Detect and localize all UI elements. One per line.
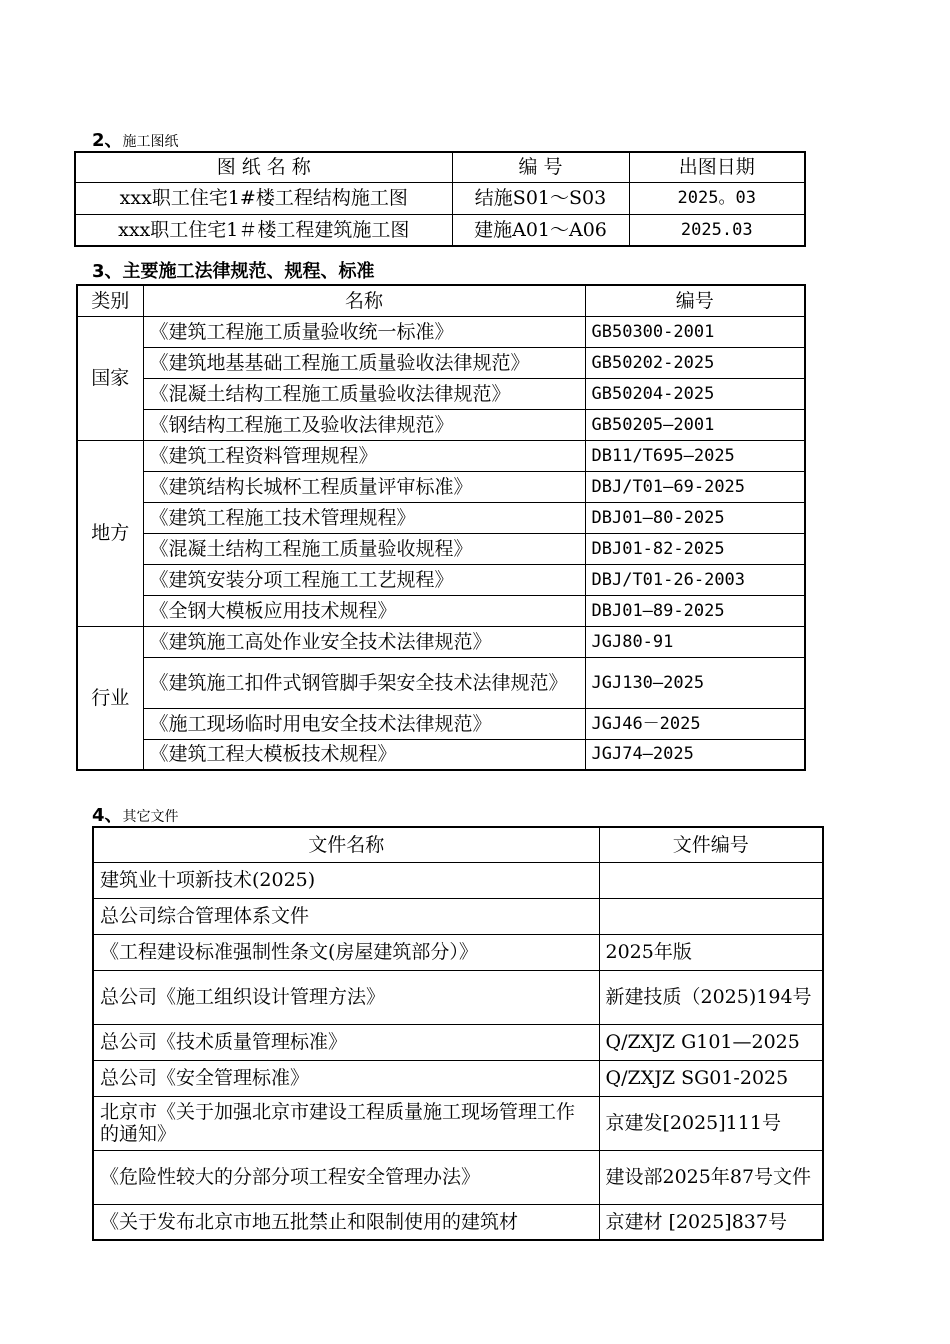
file-code-cell: 新建技质（2025)194号 [599,970,823,1024]
file-code-cell: Q/ZXJZ G101—2025 [599,1024,823,1060]
file-name-header: 文件名称 [93,827,599,862]
table-row [77,471,805,502]
drawings-table [74,151,806,247]
section-3-heading [92,257,375,283]
drawing-code-cell: 结施S01～S03 [452,182,629,214]
file-name-cell: 《危险性较大的分部分项工程安全管理办法》 [93,1150,599,1204]
standard-code-cell: DB11/T695—2025 [585,440,805,471]
section-title: 主要施工法律规范、规程、标准 [122,261,375,282]
file-code-cell: 2025年版 [599,934,823,970]
file-name-cell: 总公司《施工组织设计管理方法》 [93,970,599,1024]
header-row [77,285,805,316]
file-name-cell: 总公司综合管理体系文件 [93,898,599,934]
standard-name-cell: 《建筑施工高处作业安全技术法律规范》 [143,626,585,657]
section-number: 2、 [92,130,123,151]
standard-name-cell: 《建筑工程大模板技术规程》 [143,739,585,770]
file-code-cell: 京建发[2025]111号 [599,1096,823,1150]
table-row [77,708,805,739]
file-name-cell: 建筑业十项新技术(2025) [93,862,599,898]
standard-name-cell: 《钢结构工程施工及验收法律规范》 [143,409,585,440]
standard-code-cell: JGJ80-91 [585,626,805,657]
file-name-cell: 总公司《安全管理标准》 [93,1060,599,1096]
table-row [77,595,805,626]
table-row [93,898,823,934]
standard-name-cell: 《建筑施工扣件式钢管脚手架安全技术法律规范》 [143,657,585,708]
table-row [93,1060,823,1096]
table-row [77,657,805,708]
header-row [93,827,823,862]
table-row [77,378,805,409]
standard-name-cell: 《建筑工程施工技术管理规程》 [143,502,585,533]
code-header: 编 号 [452,152,629,182]
table-row [77,409,805,440]
section-number: 3、 [92,261,123,282]
standard-code-cell: DBJ/T01-26-2003 [585,564,805,595]
file-code-cell: 京建材 [2025]837号 [599,1204,823,1240]
file-code-header: 文件编号 [599,827,823,862]
drawing-date-cell: 2025。03 [629,182,805,214]
file-code-cell [599,862,823,898]
section-title: 其它文件 [122,809,179,825]
category-header: 类别 [77,285,143,316]
date-header: 出图日期 [629,152,805,182]
drawing-name-cell: xxx职工住宅1＃楼工程建筑施工图 [75,214,452,246]
standard-code-cell: GB50205—2001 [585,409,805,440]
file-name-cell: 《工程建设标准强制性条文(房屋建筑部分）》 [93,934,599,970]
standard-code-cell: DBJ01-82-2025 [585,533,805,564]
standard-code-cell: DBJ01—80-2025 [585,502,805,533]
table-row [77,502,805,533]
table-row [77,316,805,347]
table-row [93,1204,823,1240]
code-header: 编号 [585,285,805,316]
header-row [75,152,805,182]
drawing-date-cell: 2025.03 [629,214,805,246]
table-row [77,533,805,564]
file-code-cell: Q/ZXJZ SG01-2025 [599,1060,823,1096]
category-cell: 地方 [77,440,143,626]
table-row [77,440,805,471]
section-title: 施工图纸 [122,134,179,150]
table-row [93,970,823,1024]
section-4-heading [92,801,179,827]
table-row [93,862,823,898]
table-row [75,214,805,246]
standard-code-cell: JGJ74—2025 [585,739,805,770]
standard-name-cell: 《混凝土结构工程施工质量验收规程》 [143,533,585,564]
category-cell: 行业 [77,626,143,770]
standard-name-cell: 《混凝土结构工程施工质量验收法律规范》 [143,378,585,409]
standard-code-cell: GB50300-2001 [585,316,805,347]
drawing-name-cell: xxx职工住宅1#楼工程结构施工图 [75,182,452,214]
table-row [77,347,805,378]
standard-name-cell: 《建筑工程资料管理规程》 [143,440,585,471]
standards-table [76,284,806,771]
file-code-cell [599,898,823,934]
name-header: 名称 [143,285,585,316]
table-row [93,934,823,970]
standard-name-cell: 《全钢大模板应用技术规程》 [143,595,585,626]
category-cell: 国家 [77,316,143,440]
table-row [77,564,805,595]
standard-name-cell: 《建筑地基基础工程施工质量验收法律规范》 [143,347,585,378]
standard-code-cell: JGJ46－2025 [585,708,805,739]
table-row [93,1150,823,1204]
other-documents-table [92,826,824,1241]
file-name-cell: 《关于发布北京市地五批禁止和限制使用的建筑材 [93,1204,599,1240]
table-row [93,1024,823,1060]
standard-code-cell: DBJ/T01—69-2025 [585,471,805,502]
table-row [77,626,805,657]
table-row [93,1096,823,1150]
file-code-cell: 建设部2025年87号文件 [599,1150,823,1204]
standard-name-cell: 《建筑结构长城杯工程质量评审标准》 [143,471,585,502]
table-row [77,739,805,770]
standard-code-cell: JGJ130—2025 [585,657,805,708]
standard-name-cell: 《施工现场临时用电安全技术法律规范》 [143,708,585,739]
file-name-cell: 总公司《技术质量管理标准》 [93,1024,599,1060]
standard-name-cell: 《建筑工程施工质量验收统一标准》 [143,316,585,347]
drawing-name-header: 图 纸 名 称 [75,152,452,182]
section-number: 4、 [92,805,123,826]
standard-code-cell: GB50202-2025 [585,347,805,378]
standard-name-cell: 《建筑安装分项工程施工工艺规程》 [143,564,585,595]
standard-code-cell: DBJ01—89-2025 [585,595,805,626]
table-row [75,182,805,214]
file-name-cell: 北京市《关于加强北京市建设工程质量施工现场管理工作的通知》 [93,1096,599,1150]
drawing-code-cell: 建施A01～A06 [452,214,629,246]
section-2-heading [92,126,179,152]
standard-code-cell: GB50204-2025 [585,378,805,409]
